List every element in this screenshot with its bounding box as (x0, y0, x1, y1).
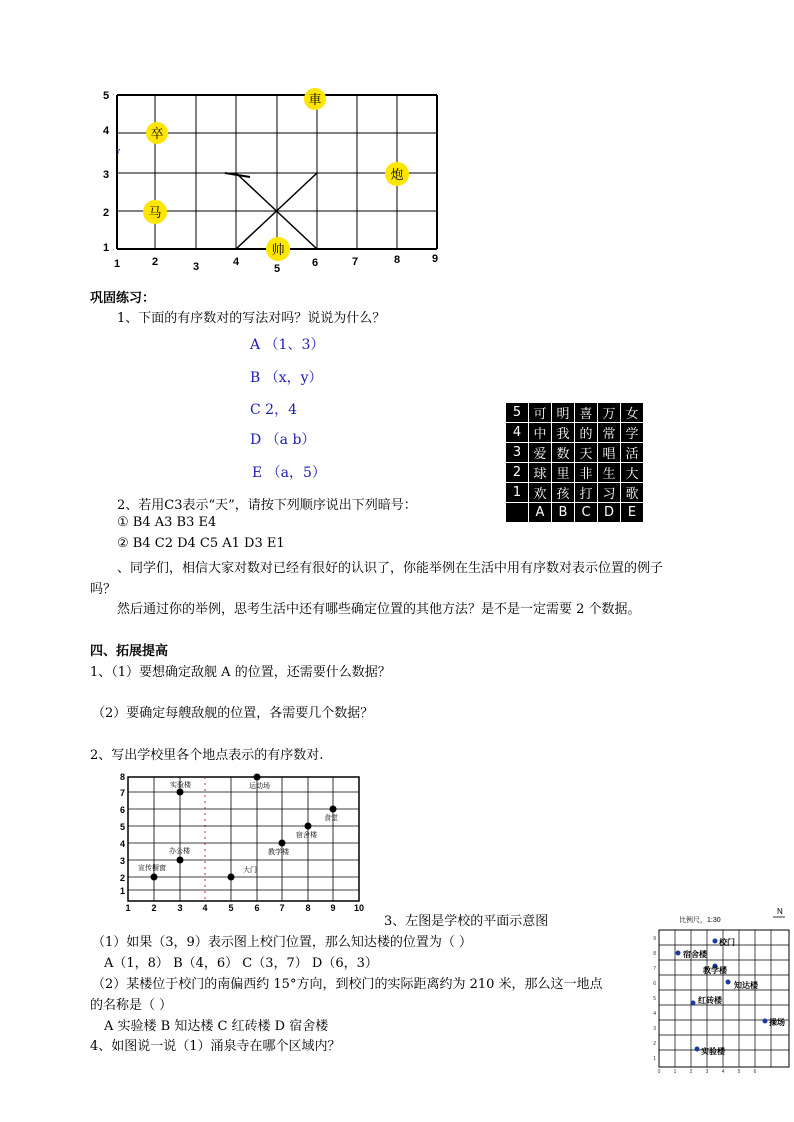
y-label: 3 (102, 169, 110, 181)
extension-heading: 四、拓展提高 (90, 644, 169, 659)
x-label: 7 (351, 256, 359, 268)
svg-text:7: 7 (279, 903, 285, 913)
svg-text:5: 5 (653, 996, 656, 1002)
campus-redbrick: 红砖楼 (698, 996, 722, 1005)
practice-q3-line1: 、同学们，相信大家对数对已经有很好的认识了，你能举例在生活中用有序数对表示位置的例子 (117, 561, 664, 576)
x-label: 6 (311, 257, 319, 269)
x-label: 8 (393, 254, 401, 266)
campus-x-marks (658, 1069, 757, 1075)
option-c: C 2，4 (250, 402, 297, 418)
practice-q2: 2、若用C3表示“天”，请按下列顺序说出下列暗号： (117, 498, 417, 513)
school-coordinate-map (112, 770, 374, 915)
svg-text:7: 7 (119, 788, 125, 798)
place-gate: 大门 (243, 867, 257, 874)
svg-text:2: 2 (689, 1069, 693, 1075)
x-label: 5 (273, 263, 281, 275)
extension-q4: 4、如图说一说（1）涌泉寺在哪个区域内？ (90, 1039, 341, 1054)
svg-text:3: 3 (653, 1026, 656, 1032)
svg-text:3: 3 (177, 903, 183, 913)
chess-pieces (143, 88, 409, 261)
svg-text:6: 6 (653, 981, 656, 987)
stray-mark: 7 (116, 148, 121, 157)
y-label: 2 (102, 207, 110, 219)
table-row: 1 欢 孩 打 习 歌 (506, 483, 644, 503)
option-d: D （a b） (250, 432, 316, 448)
campus-lab: 实验楼 (701, 1047, 725, 1056)
extension-q2: 2、写出学校里各个地点表示的有序数对. (90, 748, 324, 763)
option-e: E （a，5） (252, 465, 326, 481)
svg-text:8: 8 (305, 903, 311, 913)
x-label: 4 (232, 256, 240, 268)
svg-text:卒: 卒 (150, 126, 164, 141)
svg-text:1: 1 (673, 1069, 677, 1075)
extension-q3-2-options: A 实验楼 B 知达楼 C 红砖楼 D 宿舍楼 (104, 1019, 329, 1034)
svg-text:5: 5 (119, 822, 125, 832)
svg-text:4: 4 (721, 1069, 725, 1075)
svg-text:車: 車 (308, 92, 322, 107)
y-axis-labels (103, 90, 110, 254)
place-office: 办公楼 (169, 848, 190, 855)
piece-horse (143, 200, 167, 224)
svg-text:1: 1 (653, 1056, 656, 1062)
map-x-labels (125, 903, 364, 913)
piece-soldier (146, 122, 168, 144)
campus-playground: 操场 (769, 1018, 785, 1027)
svg-text:4: 4 (202, 903, 208, 913)
svg-text:1: 1 (119, 886, 125, 896)
svg-text:10: 10 (353, 903, 365, 913)
place-field: 运动场 (249, 783, 270, 790)
extension-q1a: 1、（1）要想确定敌舰 A 的位置，还需要什么数据？ (90, 665, 391, 680)
svg-text:9: 9 (653, 936, 656, 942)
svg-text:6: 6 (753, 1069, 757, 1075)
svg-text:8: 8 (653, 951, 656, 957)
svg-text:7: 7 (653, 966, 656, 972)
svg-text:马: 马 (148, 205, 162, 220)
svg-text:5: 5 (228, 903, 234, 913)
y-label: 4 (102, 125, 110, 137)
svg-text:3: 3 (705, 1069, 709, 1075)
extension-q3-1-options: A（1，8） B（4，6） C（3，7） D（6，3） (104, 956, 378, 971)
svg-text:4: 4 (653, 1011, 656, 1017)
option-b: B （x，y） (250, 370, 323, 386)
table-row: 2 球 里 非 生 大 (506, 463, 644, 483)
table-row: 4 中 我 的 常 学 (506, 423, 644, 443)
practice-q1: 1、下面的有序数对的写法对吗？说说为什么？ (117, 311, 386, 326)
svg-text:2: 2 (151, 903, 157, 913)
place-board: 宣传橱窗 (138, 865, 166, 872)
x-label: 9 (431, 253, 439, 265)
svg-text:2: 2 (653, 1041, 656, 1047)
extension-q3-title: 3、左图是学校的平面示意图 (384, 914, 549, 929)
piece-chariot (304, 88, 326, 110)
practice-heading: 巩固练习： (90, 291, 156, 306)
table-row: 5 可 明 喜 万 女 (506, 403, 644, 423)
extension-q3-2a: （2）某楼位于校门的南偏西约 15°方向，到校门的实际距离约为 210 米，那么这一地点 (92, 977, 603, 992)
chess-board-figure (100, 85, 450, 280)
campus-dorm: 宿舍楼 (683, 950, 707, 959)
svg-text:6: 6 (119, 805, 125, 815)
svg-text:炮: 炮 (390, 167, 404, 182)
table-row: 3 爱 数 天 唱 活 (506, 443, 644, 463)
svg-text:2: 2 (119, 873, 125, 883)
campus-zhida: 知达楼 (734, 981, 758, 990)
svg-text:9: 9 (330, 903, 336, 913)
svg-text:4: 4 (119, 839, 125, 849)
practice-q3-line2: 吗？ (90, 582, 117, 597)
place-teaching: 教学楼 (268, 849, 289, 856)
map-points (151, 774, 337, 881)
y-label: 5 (102, 90, 110, 102)
y-label: 1 (102, 242, 110, 254)
scale-label: 比例尺，1:30 (679, 917, 721, 924)
svg-text:1: 1 (125, 903, 131, 913)
extension-q1b: （2）要确定每艘敌舰的位置，各需要几个数据？ (92, 706, 374, 721)
extension-q3-1: （1）如果（3，9）表示图上校门位置，那么知达楼的位置为（ ） (92, 935, 472, 950)
svg-text:5: 5 (737, 1069, 741, 1075)
code-table (505, 402, 644, 523)
practice-q2-seq1: ① B4 A3 B3 E4 (117, 515, 217, 530)
piece-cannon (385, 162, 409, 186)
campus-teaching: 教学楼 (703, 966, 727, 975)
x-label: 3 (192, 261, 200, 273)
practice-q4: 然后通过你的举例，思考生活中还有哪些确定位置的其他方法？是不是一定需要 2 个数据。 (117, 602, 641, 617)
north-icon: N (777, 907, 783, 916)
x-label: 2 (151, 256, 159, 268)
svg-text:0: 0 (657, 1069, 661, 1075)
place-lab: 实验楼 (170, 782, 191, 789)
table-row: A B C D E (506, 503, 644, 523)
x-label: 1 (113, 258, 121, 270)
place-dorm: 宿舍楼 (296, 832, 317, 839)
map-y-labels (120, 772, 125, 896)
svg-text:帅: 帅 (271, 242, 285, 257)
piece-marshal (266, 237, 290, 261)
option-a: A （1、3） (250, 337, 325, 353)
campus-map-figure (645, 905, 791, 1075)
svg-text:6: 6 (254, 903, 260, 913)
practice-q2-seq2: ② B4 C2 D4 C5 A1 D3 E1 (117, 536, 285, 551)
place-canteen: 食堂 (324, 815, 338, 822)
campus-gate: 校门 (719, 938, 735, 947)
campus-y-marks (653, 936, 656, 1062)
svg-text:3: 3 (119, 856, 125, 866)
extension-q3-2b: 的名称是（ ） (90, 998, 173, 1013)
svg-text:8: 8 (119, 772, 125, 782)
